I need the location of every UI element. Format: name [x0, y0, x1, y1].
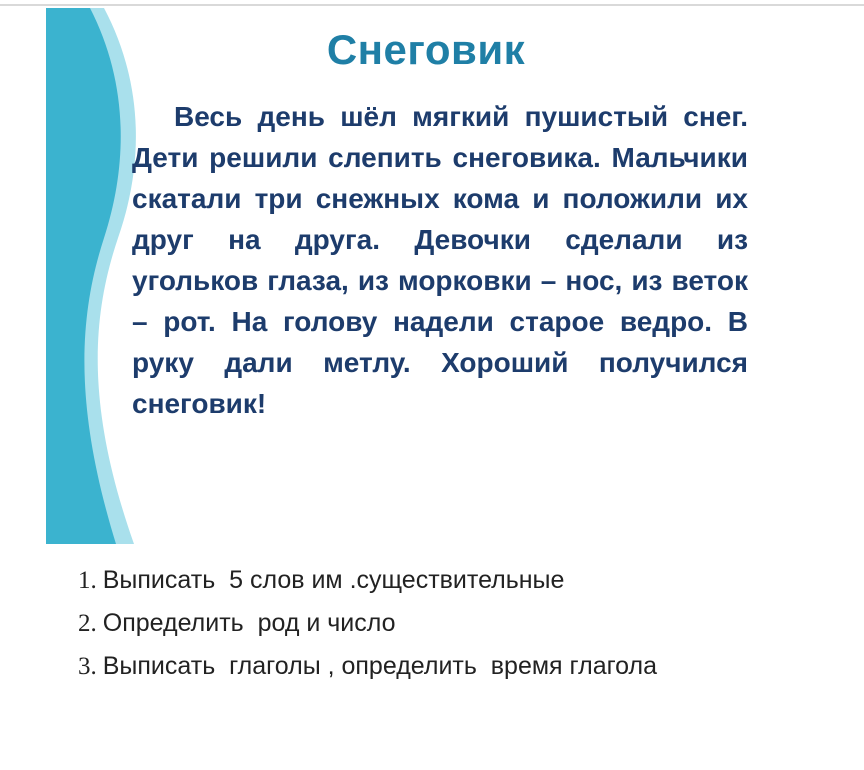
task-item — [78, 648, 838, 691]
task-text: Определить род и число — [102, 609, 396, 637]
story-text: Весь день шёл мягкий пушистый снег. Дети решили слепить снеговика. Мальчики скатали три снежных кома и положили их друг на друга. Девочки сделали из угольков глаза, из морковки – нос, из веток – рот. На голову надели старое ведро. В руку дали метлу. Хороший получился снеговик! — [132, 101, 748, 419]
task-item — [78, 605, 838, 648]
task-text: Выписать глаголы , определить время глагола — [102, 652, 658, 680]
task-number: 3. — [78, 653, 97, 680]
task-text: Выписать 5 слов им .существительные — [102, 566, 565, 594]
task-list — [78, 562, 838, 691]
top-divider — [0, 4, 864, 6]
slide-title: Снеговик — [326, 26, 526, 73]
task-item — [78, 562, 838, 605]
task-number: 2. — [78, 610, 97, 637]
task-number: 1. — [78, 567, 97, 594]
slide — [46, 8, 864, 544]
